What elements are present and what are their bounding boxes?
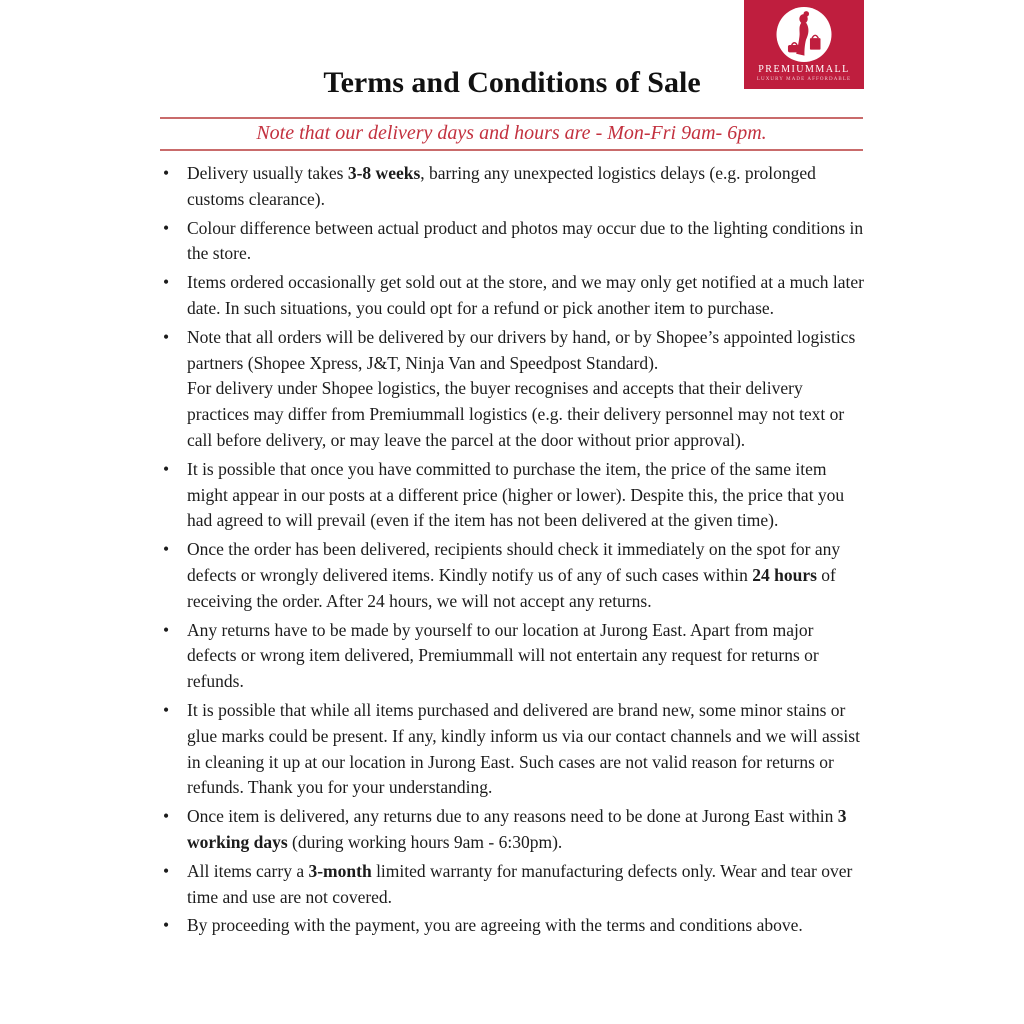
delivery-note: Note that our delivery days and hours are - Mon-Fri 9am- 6pm. (256, 122, 767, 144)
term-item: • Once item is delivered, any returns due to any reasons need to be done at Jurong East within 3 working days (during working hours 9am - 6:30pm). (160, 804, 867, 856)
term-item: • Once the order has been delivered, recipients should check it immediately on the spot for any defects or wrongly delivered items. Kindly notify us of any of such cases within 24 hours of receiving the order. After 24 hours, we will not accept any returns. (160, 537, 867, 614)
term-item: • Any returns have to be made by yourself to our location at Jurong East. Apart from major defects or wrong item delivered, Premiummall will not entertain any request for returns or refunds. (160, 618, 867, 695)
page-title: Terms and Conditions of Sale (323, 66, 701, 99)
terms-list (160, 161, 867, 942)
term-item: • Note that all orders will be delivered by our drivers by hand, or by Shopee’s appointed logistics partners (Shopee Xpress, J&T, Ninja Van and Speedpost Standard). For delivery under Shopee logistics, the buyer recognises and accepts that their delivery practices may differ from Premiummall logistics (e.g. their delivery personnel may not text or call before delivery, or may leave the parcel at the door without prior approval). (160, 325, 867, 454)
woman-shopper-silhouette-icon (777, 7, 832, 62)
term-item: • By proceeding with the payment, you are agreeing with the terms and conditions above. (160, 913, 867, 939)
term-item: • It is possible that once you have committed to purchase the item, the price of the same item might appear in our posts at a different price (higher or lower). Despite this, the price that you had agreed to will prevail (even if the item has not been delivered at the given time). (160, 457, 867, 534)
term-item: • Colour difference between actual product and photos may occur due to the lighting conditions in the store. (160, 216, 867, 268)
term-item: • Delivery usually takes 3-8 weeks, barring any unexpected logistics delays (e.g. prolonged customs clearance). (160, 161, 867, 213)
term-item: • All items carry a 3-month limited warranty for manufacturing defects only. Wear and tear over time and use are not covered. (160, 859, 867, 911)
logo-brand-text: PREMIUMMALL (758, 64, 850, 75)
divider-top (160, 117, 863, 119)
logo-circle (777, 7, 832, 62)
logo-tagline-text: LUXURY MADE AFFORDABLE (756, 77, 852, 82)
term-item: • Items ordered occasionally get sold out at the store, and we may only get notified at a much later date. In such situations, you could opt for a refund or pick another item to purchase. (160, 270, 867, 322)
term-item: • It is possible that while all items purchased and delivered are brand new, some minor stains or glue marks could be present. If any, kindly inform us via our contact channels and we will assist in cleaning it up at our location in Jurong East. Such cases are not valid reason for returns or refunds. Thank you for your understanding. (160, 698, 867, 801)
divider-bottom (160, 149, 863, 151)
